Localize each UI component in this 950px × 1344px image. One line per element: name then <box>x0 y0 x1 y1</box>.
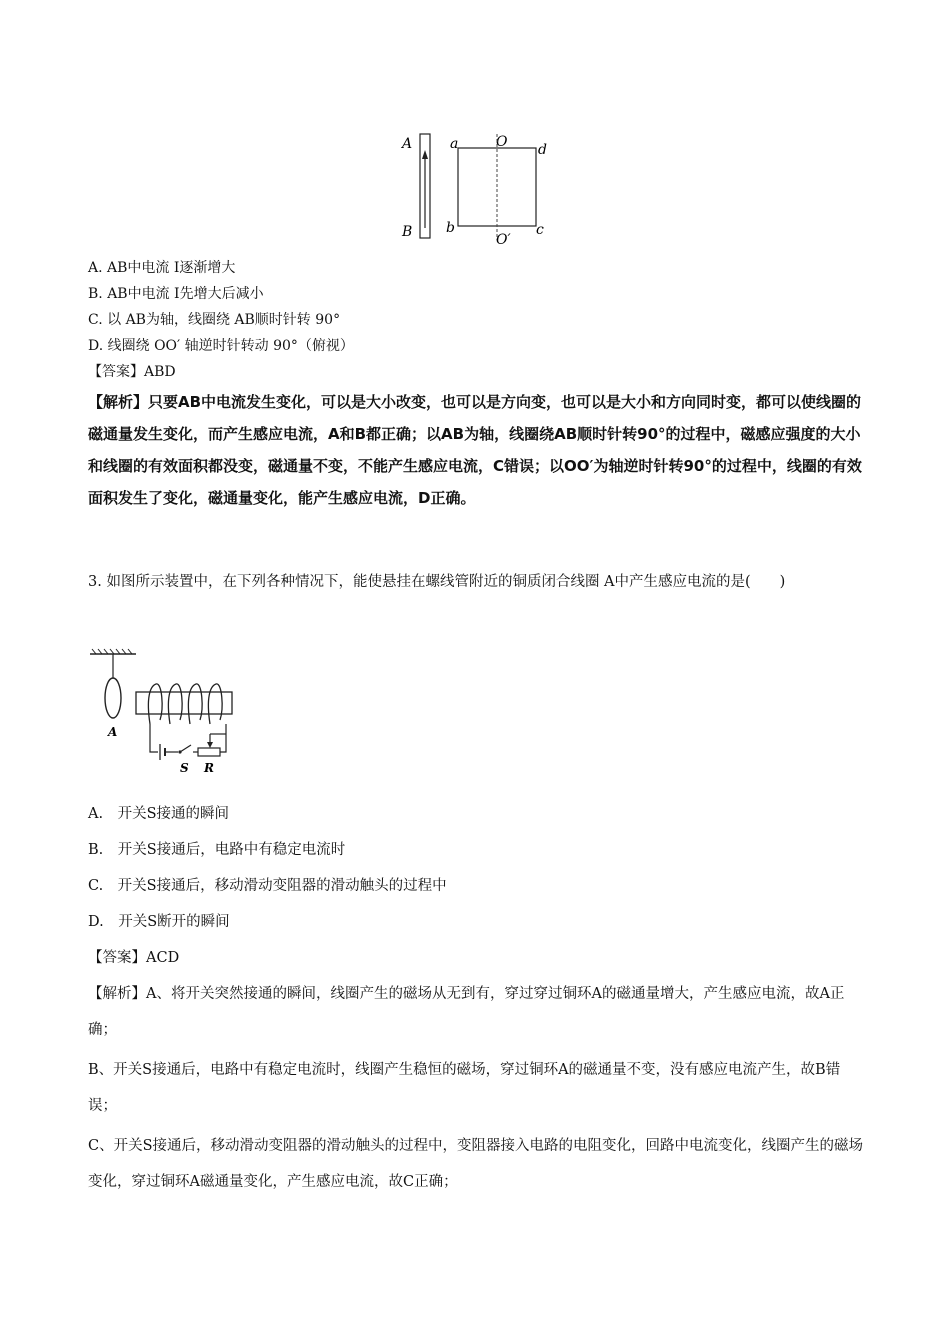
q2-option-c: C. 以 AB为轴，线圈绕 AB顺时针转 90° <box>88 312 341 328</box>
copper-ring-A <box>105 678 121 718</box>
label-c: c <box>536 222 544 238</box>
q3-option-c: C. 开关S接通后，移动滑动变阻器的滑动触头的过程中 <box>88 878 447 894</box>
label-O: O <box>496 134 508 150</box>
label-a: a <box>450 136 459 152</box>
q3-stem: 3. 如图所示装置中，在下列各种情况下，能使悬挂在螺线管附近的铜质闭合线圈 A中产生感应电流的是( ) <box>88 574 786 590</box>
q3-analysis-c: C、开关S接通后，移动滑动变阻器的滑动触头的过程中，变阻器接入电路的电阻变化，回路中电流变化，线圈产生的磁场变化，穿过铜环A磁通量变化，产生感应电流，故C正确； <box>88 1138 864 1190</box>
q3-option-b: B. 开关S接通后，电路中有稳定电流时 <box>88 842 346 858</box>
fig2-label-S: S <box>180 761 189 775</box>
label-b: b <box>446 220 455 236</box>
q3-option-a: A. 开关S接通的瞬间 <box>88 806 230 822</box>
q2-option-d: D. 线圈绕 OO′ 轴逆时针转动 90°（俯视） <box>88 338 354 354</box>
label-A: A <box>402 136 413 152</box>
figure-wire-and-coil <box>398 128 558 246</box>
q2-answer: 【答案】ABD <box>88 364 176 380</box>
q2-analysis <box>88 386 868 514</box>
q2-analysis-text: 只要AB中电流发生变化，可以是大小改变，也可以是方向变，也可以是大小和方向同时变，都可以使线圈的磁通量发生变化，而产生感应电流，A和B都正确；以AB为轴，线圈绕AB顺时针转90°的过程中，磁感应强度的大小和线圈的有效面积都没变，磁通量不变，不能产生感应电流，C错误；以OO′为轴逆时针转90°的过程中，线圈的有效面积发生了变化，磁通量变化，能产生感应电流，D正确。 <box>88 393 862 507</box>
switch-S <box>180 745 191 752</box>
q3-option-d: D. 开关S断开的瞬间 <box>88 914 230 930</box>
circuit-right-wire <box>220 724 226 752</box>
slider-arrowhead <box>207 742 213 748</box>
label-Oprime: O′ <box>496 232 511 246</box>
q3-analysis-b: B、开关S接通后，电路中有稳定电流时，线圈产生稳恒的磁场，穿过铜环A的磁通量不变，没有感应电流产生，故B错误； <box>88 1062 841 1114</box>
rheostat-R <box>198 748 220 756</box>
figure-solenoid-circuit <box>88 648 248 778</box>
q3-analysis-a: 【解析】A、将开关突然接通的瞬间，线圈产生的磁场从无到有，穿过穿过铜环A的磁通量增大，产生感应电流，故A正确； <box>88 986 845 1038</box>
label-B: B <box>402 224 413 240</box>
analysis-tag: 【解析】 <box>88 393 149 411</box>
fig2-label-R: R <box>204 761 214 775</box>
circuit-left-wire <box>150 724 158 752</box>
solenoid-core <box>136 692 232 714</box>
q2-option-b: B. AB中电流 I先增大后减小 <box>88 286 264 302</box>
solenoid-windings <box>148 684 222 724</box>
q3-answer: 【答案】ACD <box>88 950 180 966</box>
fig2-label-A: A <box>108 725 118 739</box>
label-d: d <box>538 142 547 158</box>
current-arrowhead <box>422 150 428 159</box>
q2-option-a: A. AB中电流 I逐渐增大 <box>88 260 236 276</box>
